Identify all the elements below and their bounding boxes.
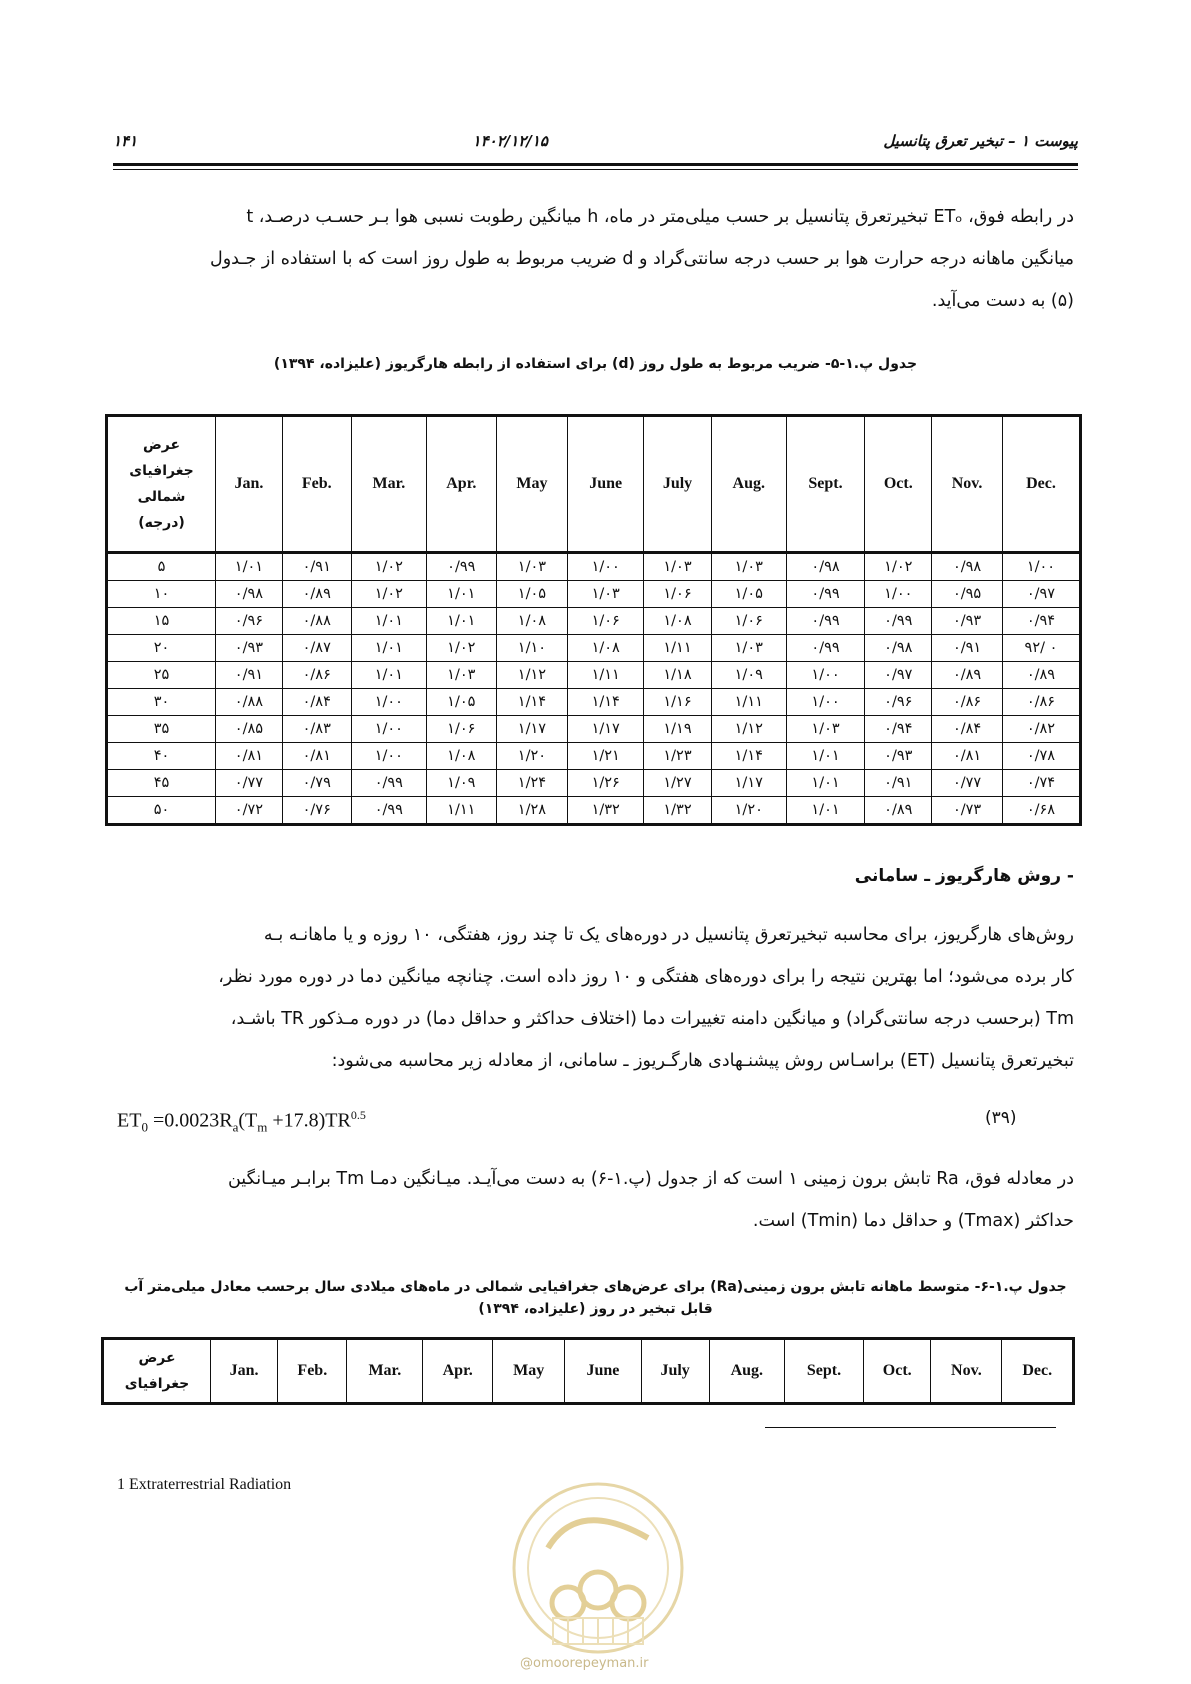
table-row — [107, 716, 1081, 743]
value-cell: ۱/۰۵ — [711, 581, 786, 608]
value-cell: ۰/۹۶ — [216, 608, 283, 635]
value-cell: ۰/۹۱ — [282, 553, 351, 581]
value-cell: ۱/۰۱ — [216, 553, 283, 581]
value-cell: ۰/۹۹ — [786, 635, 865, 662]
month-header: Feb. — [282, 416, 351, 553]
value-cell: ۱/۰۲ — [351, 581, 426, 608]
month-header: Apr. — [423, 1339, 493, 1404]
value-cell: ۰ /۹۲ — [1002, 635, 1080, 662]
month-header: July — [644, 416, 712, 553]
value-cell: ۱/۰۱ — [351, 635, 426, 662]
month-header: Apr. — [427, 416, 497, 553]
value-cell: ۱/۱۷ — [568, 716, 644, 743]
value-cell: ۱/۰۰ — [1002, 553, 1080, 581]
intro-paragraph — [117, 196, 1074, 322]
value-cell: ۰/۸۲ — [1002, 716, 1080, 743]
month-header: June — [565, 1339, 641, 1404]
value-cell: ۱/۰۵ — [427, 689, 497, 716]
value-cell: ۰/۷۸ — [1002, 743, 1080, 770]
table-row — [107, 743, 1081, 770]
value-cell: ۰/۹۸ — [865, 635, 932, 662]
month-header: Sept. — [786, 416, 865, 553]
value-cell: ۱/۰۰ — [351, 716, 426, 743]
value-cell: ۱/۰۳ — [644, 553, 712, 581]
value-cell: ۱/۲۰ — [711, 797, 786, 825]
value-cell: ۱/۰۸ — [496, 608, 568, 635]
month-header: Mar. — [351, 416, 426, 553]
table-row — [107, 635, 1081, 662]
latitude-header: عرض جغرافیای — [103, 1339, 211, 1404]
value-cell: ۱/۱۱ — [568, 662, 644, 689]
month-header: Dec. — [1002, 416, 1080, 553]
month-header: Jan. — [211, 1339, 278, 1404]
value-cell: ۱/۲۶ — [568, 770, 644, 797]
value-cell: ۱/۰۱ — [351, 662, 426, 689]
value-cell: ۱/۲۸ — [496, 797, 568, 825]
table6-caption: جدول پ.۱-۶- متوسط ماهانه تابش برون زمینی(Ra) برای عرض‌های جغرافیایی شمالی در ماه‌های میلادی سال برحسب معادل میلی‌متر آب قابل تبخیر در روز (علیزاده، ۱۳۹۴) — [124, 1279, 1067, 1317]
value-cell: ۱/۰۸ — [568, 635, 644, 662]
value-cell: ۱/۰۶ — [711, 608, 786, 635]
value-cell: ۱/۰۱ — [351, 608, 426, 635]
para-line: تبخیرتعرق پتانسیل (ET) براسـاس روش پیشنـهادی هارگـریوز ـ سامانی، از معادله زیر محاسبه می‌شود: — [331, 1051, 1074, 1071]
para-line: در رابطه فوق، ETₒ تبخیرتعرق پتانسیل بر حسب میلی‌متر در ماه، h میانگین رطوبت نسبی هوا بـر حسـب درصـد، t — [246, 207, 1074, 227]
value-cell: ۰/۸۱ — [216, 743, 283, 770]
value-cell: ۰/۸۸ — [216, 689, 283, 716]
value-cell: ۰/۹۹ — [786, 608, 865, 635]
value-cell: ۱/۰۱ — [427, 581, 497, 608]
value-cell: ۰/۷۷ — [932, 770, 1003, 797]
month-header: Oct. — [864, 1339, 931, 1404]
value-cell: ۱/۲۱ — [568, 743, 644, 770]
value-cell: ۰/۸۹ — [1002, 662, 1080, 689]
value-cell: ۱/۰۶ — [644, 581, 712, 608]
value-cell: ۱/۰۶ — [427, 716, 497, 743]
value-cell: ۱/۰۶ — [568, 608, 644, 635]
value-cell: ۰/۹۹ — [786, 581, 865, 608]
day-length-table — [105, 414, 1082, 826]
value-cell: ۰/۸۶ — [282, 662, 351, 689]
value-cell: ۰/۹۳ — [216, 635, 283, 662]
table-row — [107, 581, 1081, 608]
value-cell: ۱/۱۷ — [711, 770, 786, 797]
radiation-table — [101, 1337, 1075, 1405]
para-line: حداکثر (Tmax) و حداقل دما (Tmin) است. — [752, 1211, 1074, 1231]
value-cell: ۱/۲۳ — [644, 743, 712, 770]
value-cell: ۱/۱۶ — [644, 689, 712, 716]
para-line: روش‌های هارگریوز، برای محاسبه تبخیرتعرق پتانسیل در دوره‌های یک تا چند روز، هفتگی، ۱۰ روزه و یا ماهانـه بـه — [263, 925, 1074, 945]
month-header: Nov. — [932, 416, 1003, 553]
month-header: Oct. — [865, 416, 932, 553]
month-header: Aug. — [711, 416, 786, 553]
watermark-url: @omoorepeyman.ir — [520, 1656, 649, 1671]
page-date: ۱۴۰۲/۱۲/۱۵ — [472, 132, 548, 150]
value-cell: ۰/۹۸ — [786, 553, 865, 581]
value-cell: ۱/۰۸ — [644, 608, 712, 635]
value-cell: ۱/۰۰ — [786, 689, 865, 716]
value-cell: ۱/۰۸ — [427, 743, 497, 770]
value-cell: ۱/۰۱ — [786, 770, 865, 797]
value-cell: ۱/۰۰ — [351, 689, 426, 716]
month-header: Nov. — [931, 1339, 1002, 1404]
watermark-logo — [508, 1478, 688, 1658]
value-cell: ۱/۰۳ — [711, 635, 786, 662]
value-cell: ۱/۰۰ — [351, 743, 426, 770]
table-row — [107, 553, 1081, 581]
latitude-cell: ۴۰ — [107, 743, 216, 770]
month-header: Jan. — [216, 416, 283, 553]
value-cell: ۰/۸۴ — [932, 716, 1003, 743]
value-cell: ۰/۸۹ — [282, 581, 351, 608]
table-row — [107, 797, 1081, 825]
value-cell: ۰/۹۸ — [216, 581, 283, 608]
page-number: ۱۴۱ — [113, 132, 138, 150]
month-header: Dec. — [1002, 1339, 1074, 1404]
footnote: 1 Extraterrestrial Radiation — [117, 1476, 292, 1493]
latitude-header: عرض جغرافیای شمالی (درجه) — [107, 416, 216, 553]
value-cell: ۱/۱۱ — [711, 689, 786, 716]
value-cell: ۱/۰۳ — [568, 581, 644, 608]
value-cell: ۰/۹۹ — [427, 553, 497, 581]
month-header: Mar. — [347, 1339, 423, 1404]
value-cell: ۰/۷۷ — [216, 770, 283, 797]
value-cell: ۰/۹۳ — [932, 608, 1003, 635]
value-cell: ۱/۰۰ — [865, 581, 932, 608]
table-header-row — [107, 416, 1081, 553]
para-line: Tm (برحسب درجه سانتی‌گراد) و میانگین دامنه تغییرات دما (اختلاف حداکثر و حداقل دما) در دوره مـذکور TR باشـد، — [230, 1009, 1074, 1029]
section-heading: - روش هارگریوز ـ سامانی — [854, 866, 1074, 886]
value-cell: ۰/۹۹ — [865, 608, 932, 635]
value-cell: ۱/۰۳ — [711, 553, 786, 581]
latitude-cell: ۳۰ — [107, 689, 216, 716]
value-cell: ۱/۰۰ — [786, 662, 865, 689]
latitude-cell: ۵ — [107, 553, 216, 581]
table5-caption: جدول پ.۱-۵- ضریب مربوط به طول روز (d) برای استفاده از رابطه هارگریوز (علیزاده، ۱۳۹۴) — [273, 356, 918, 372]
header-rule-thick — [113, 163, 1078, 166]
value-cell: ۰/۸۱ — [282, 743, 351, 770]
hargreaves-formula: $ET_0 =0.0023R_a(T_m +17.8)TR^{0.5}$ — [117, 1108, 366, 1135]
value-cell: ۱/۱۴ — [711, 743, 786, 770]
value-cell: ۰/۸۳ — [282, 716, 351, 743]
value-cell: ۱/۱۴ — [568, 689, 644, 716]
value-cell: ۱/۱۲ — [711, 716, 786, 743]
month-header: Sept. — [784, 1339, 863, 1404]
value-cell: ۰/۹۸ — [932, 553, 1003, 581]
value-cell: ۱/۰۱ — [786, 743, 865, 770]
value-cell: ۱/۰۳ — [496, 553, 568, 581]
value-cell: ۰/۸۸ — [282, 608, 351, 635]
value-cell: ۱/۳۲ — [568, 797, 644, 825]
value-cell: ۱/۰۲ — [427, 635, 497, 662]
value-cell: ۰/۷۹ — [282, 770, 351, 797]
value-cell: ۱/۱۷ — [496, 716, 568, 743]
radiation-paragraph — [117, 1158, 1074, 1242]
value-cell: ۰/۸۶ — [932, 689, 1003, 716]
value-cell: ۰/۷۳ — [932, 797, 1003, 825]
value-cell: ۰/۸۱ — [932, 743, 1003, 770]
value-cell: ۰/۶۸ — [1002, 797, 1080, 825]
para-line: (۵) به دست می‌آید. — [931, 291, 1074, 311]
latitude-cell: ۵۰ — [107, 797, 216, 825]
latitude-cell: ۲۰ — [107, 635, 216, 662]
value-cell: ۰/۹۱ — [216, 662, 283, 689]
value-cell: ۱/۰۹ — [711, 662, 786, 689]
month-header: May — [496, 416, 568, 553]
value-cell: ۰/۸۵ — [216, 716, 283, 743]
value-cell: ۰/۸۹ — [865, 797, 932, 825]
value-cell: ۱/۰۲ — [351, 553, 426, 581]
value-cell: ۰/۹۱ — [932, 635, 1003, 662]
header-rule-thin — [113, 169, 1078, 170]
table-row — [107, 662, 1081, 689]
value-cell: ۱/۰۹ — [427, 770, 497, 797]
value-cell: ۱/۰۳ — [427, 662, 497, 689]
value-cell: ۰/۹۳ — [865, 743, 932, 770]
month-header: Feb. — [278, 1339, 347, 1404]
value-cell: ۰/۸۷ — [282, 635, 351, 662]
value-cell: ۱/۳۲ — [644, 797, 712, 825]
value-cell: ۱/۱۱ — [644, 635, 712, 662]
value-cell: ۰/۹۱ — [865, 770, 932, 797]
month-header: July — [641, 1339, 709, 1404]
table-row — [107, 770, 1081, 797]
table-row — [107, 608, 1081, 635]
value-cell: ۰/۹۴ — [865, 716, 932, 743]
latitude-cell: ۳۵ — [107, 716, 216, 743]
value-cell: ۰/۸۶ — [1002, 689, 1080, 716]
month-header: Aug. — [709, 1339, 784, 1404]
value-cell: ۱/۲۷ — [644, 770, 712, 797]
value-cell: ۰/۹۴ — [1002, 608, 1080, 635]
value-cell: ۱/۰۳ — [786, 716, 865, 743]
latitude-cell: ۲۵ — [107, 662, 216, 689]
value-cell: ۱/۱۸ — [644, 662, 712, 689]
value-cell: ۰/۹۹ — [351, 770, 426, 797]
value-cell: ۱/۰۱ — [427, 608, 497, 635]
value-cell: ۱/۱۹ — [644, 716, 712, 743]
value-cell: ۱/۱۲ — [496, 662, 568, 689]
value-cell: ۰/۹۷ — [865, 662, 932, 689]
table-row — [107, 689, 1081, 716]
latitude-cell: ۴۵ — [107, 770, 216, 797]
value-cell: ۰/۹۷ — [1002, 581, 1080, 608]
value-cell: ۱/۱۰ — [496, 635, 568, 662]
equation-number: (۳۹) — [985, 1108, 1017, 1128]
value-cell: ۱/۰۰ — [568, 553, 644, 581]
value-cell: ۱/۰۲ — [865, 553, 932, 581]
page-header — [113, 128, 1078, 154]
month-header: June — [568, 416, 644, 553]
latitude-cell: ۱۵ — [107, 608, 216, 635]
value-cell: ۱/۲۴ — [496, 770, 568, 797]
hargreaves-paragraph — [117, 914, 1074, 1082]
value-cell: ۰/۸۴ — [282, 689, 351, 716]
page-title: پیوست ۱ – تبخیر تعرق پتانسیل — [883, 132, 1078, 150]
value-cell: ۰/۹۵ — [932, 581, 1003, 608]
value-cell: ۰/۹۹ — [351, 797, 426, 825]
footnote-rule — [765, 1427, 1056, 1428]
month-header: May — [493, 1339, 565, 1404]
latitude-cell: ۱۰ — [107, 581, 216, 608]
value-cell: ۰/۸۹ — [932, 662, 1003, 689]
value-cell: ۱/۲۰ — [496, 743, 568, 770]
para-line: در معادله فوق، Ra تابش برون زمینی ۱ است که از جدول (پ.۱-۶) به دست می‌آیـد. میـانگین دمـا Tm برابـر میـانگین — [227, 1169, 1074, 1189]
value-cell: ۱/۱۱ — [427, 797, 497, 825]
value-cell: ۰/۹۶ — [865, 689, 932, 716]
value-cell: ۰/۷۶ — [282, 797, 351, 825]
para-line: میانگین ماهانه درجه حرارت هوا بر حسب درجه سانتی‌گراد و d ضریب مربوط به طول روز است که با استفاده از جـدول — [209, 249, 1074, 269]
table-header-row — [103, 1339, 1074, 1404]
value-cell: ۱/۰۵ — [496, 581, 568, 608]
value-cell: ۱/۱۴ — [496, 689, 568, 716]
value-cell: ۰/۷۴ — [1002, 770, 1080, 797]
para-line: کار برده می‌شود؛ اما بهترین نتیجه را برای دوره‌های هفتگی و ۱۰ روز داده است. چنانچه میانگین دما در دوره مورد نظر، — [218, 967, 1074, 987]
value-cell: ۱/۰۱ — [786, 797, 865, 825]
value-cell: ۰/۷۲ — [216, 797, 283, 825]
